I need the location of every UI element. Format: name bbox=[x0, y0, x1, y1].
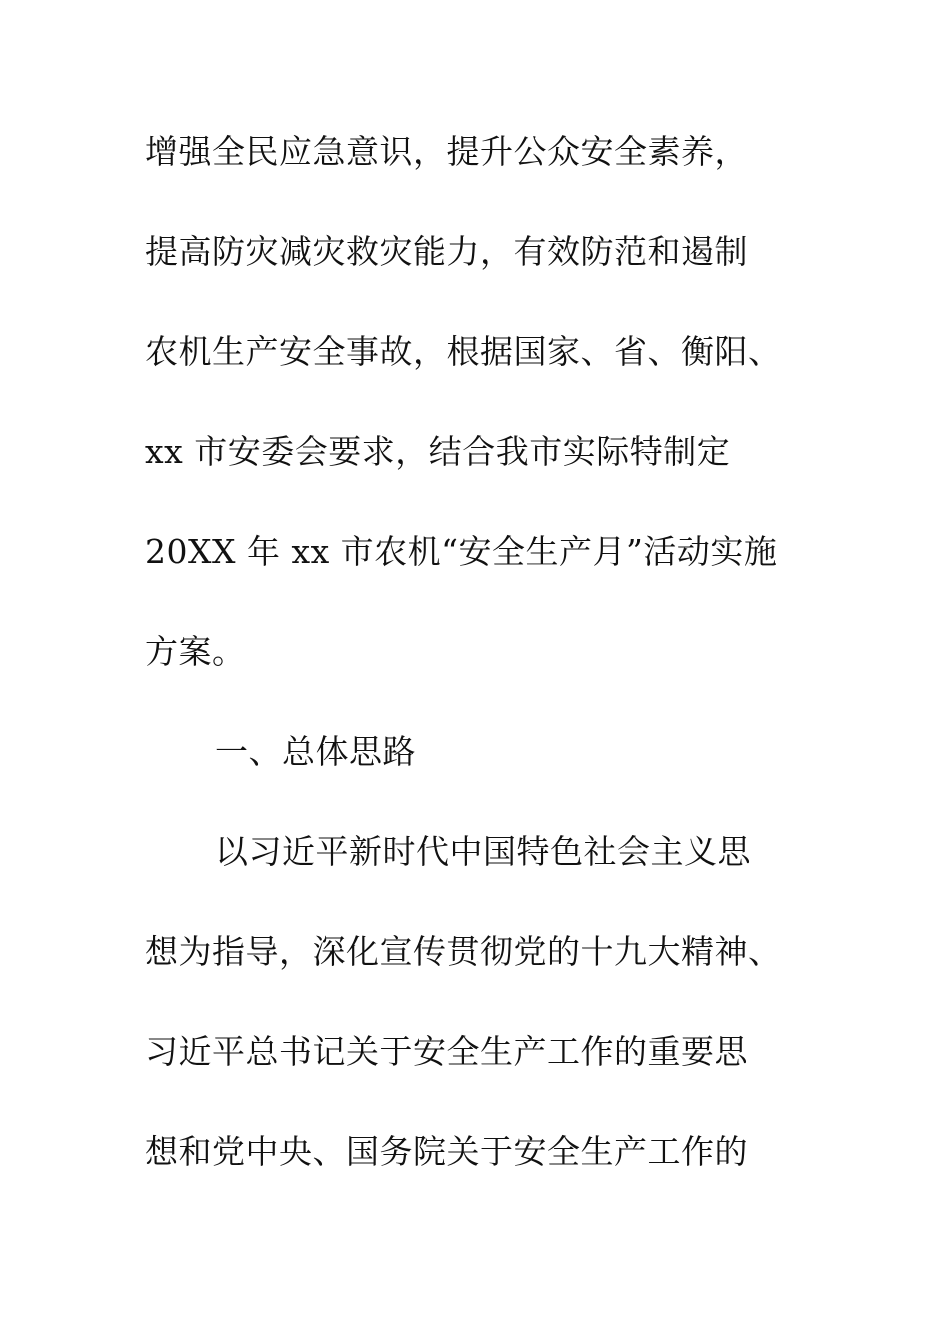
paragraph-line: 20XX 年 xx 市农机“安全生产月”活动实施 bbox=[145, 532, 778, 571]
paragraph-line: 以习近平新时代中国特色社会主义思 bbox=[215, 832, 751, 871]
paragraph-line: xx 市安委会要求，结合我市实际特制定 bbox=[145, 432, 731, 471]
paragraph-line: 想为指导，深化宣传贯彻党的十九大精神、 bbox=[145, 932, 782, 971]
paragraph-line: 方案。 bbox=[145, 632, 246, 671]
section-heading: 一、总体思路 bbox=[215, 732, 416, 771]
document-body bbox=[145, 122, 825, 1222]
paragraph-line: 想和党中央、国务院关于安全生产工作的 bbox=[145, 1132, 748, 1171]
paragraph-line: 农机生产安全事故，根据国家、省、衡阳、 bbox=[145, 332, 782, 371]
paragraph-line: 习近平总书记关于安全生产工作的重要思 bbox=[145, 1032, 748, 1071]
paragraph-line: 提高防灾减灾救灾能力，有效防范和遏制 bbox=[145, 232, 748, 271]
paragraph-line: 增强全民应急意识，提升公众安全素养， bbox=[145, 132, 748, 171]
